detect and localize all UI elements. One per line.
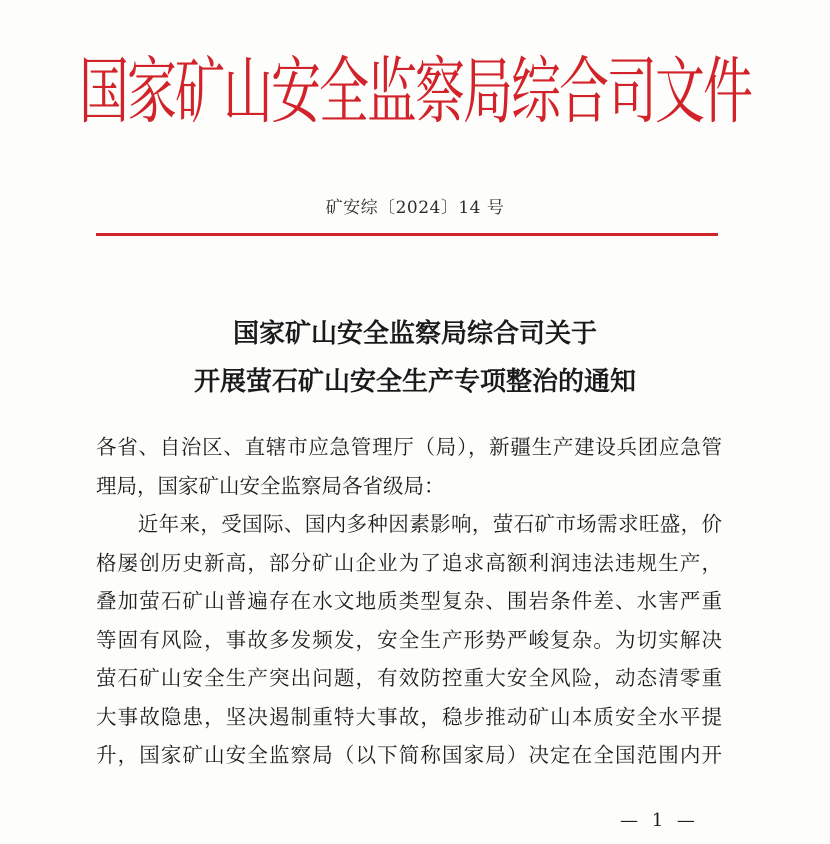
- addressee-line: 理局，国家矿山安全监察局各省级局：: [96, 473, 445, 498]
- page-number: — 1 —: [620, 810, 699, 831]
- paragraph-line: 格屡创历史新高，部分矿山企业为了追求高额利润违法违规生产，: [96, 550, 722, 575]
- paragraph-line: 叠加萤石矿山普遍存在水文地质类型复杂、围岩条件差、水害严重: [96, 589, 722, 613]
- document-title: [0, 310, 830, 406]
- document-number: 矿安综〔2024〕14 号: [325, 198, 505, 218]
- document-body: [96, 428, 722, 775]
- paragraph-line: 大事故隐患，坚决遏制重特大事故，稳步推动矿山本质安全水平提: [96, 704, 722, 729]
- paragraph-line: 等固有风险，事故多发频发，安全生产形势严峻复杂。为切实解决: [96, 627, 722, 652]
- addressee-line: 各省、自治区、直辖市应急管理厅（局），新疆生产建设兵团应急管: [96, 435, 722, 459]
- paragraph-line: 近年来，受国际、国内多种因素影响，萤石矿市场需求旺盛，价: [96, 512, 722, 536]
- paragraph-line: 萤石矿山安全生产突出问题，有效防控重大安全风险，动态清零重: [96, 666, 722, 690]
- title-line-1: 国家矿山安全监察局综合司关于: [232, 319, 597, 349]
- paragraph-line: 升，国家矿山安全监察局（以下简称国家局）决定在全国范围内开: [96, 743, 722, 767]
- agency-masthead: 国家矿山安全监察局综合司文件: [79, 49, 751, 134]
- title-line-2: 开展萤石矿山安全生产专项整治的通知: [193, 367, 636, 397]
- red-divider-line: [96, 233, 718, 236]
